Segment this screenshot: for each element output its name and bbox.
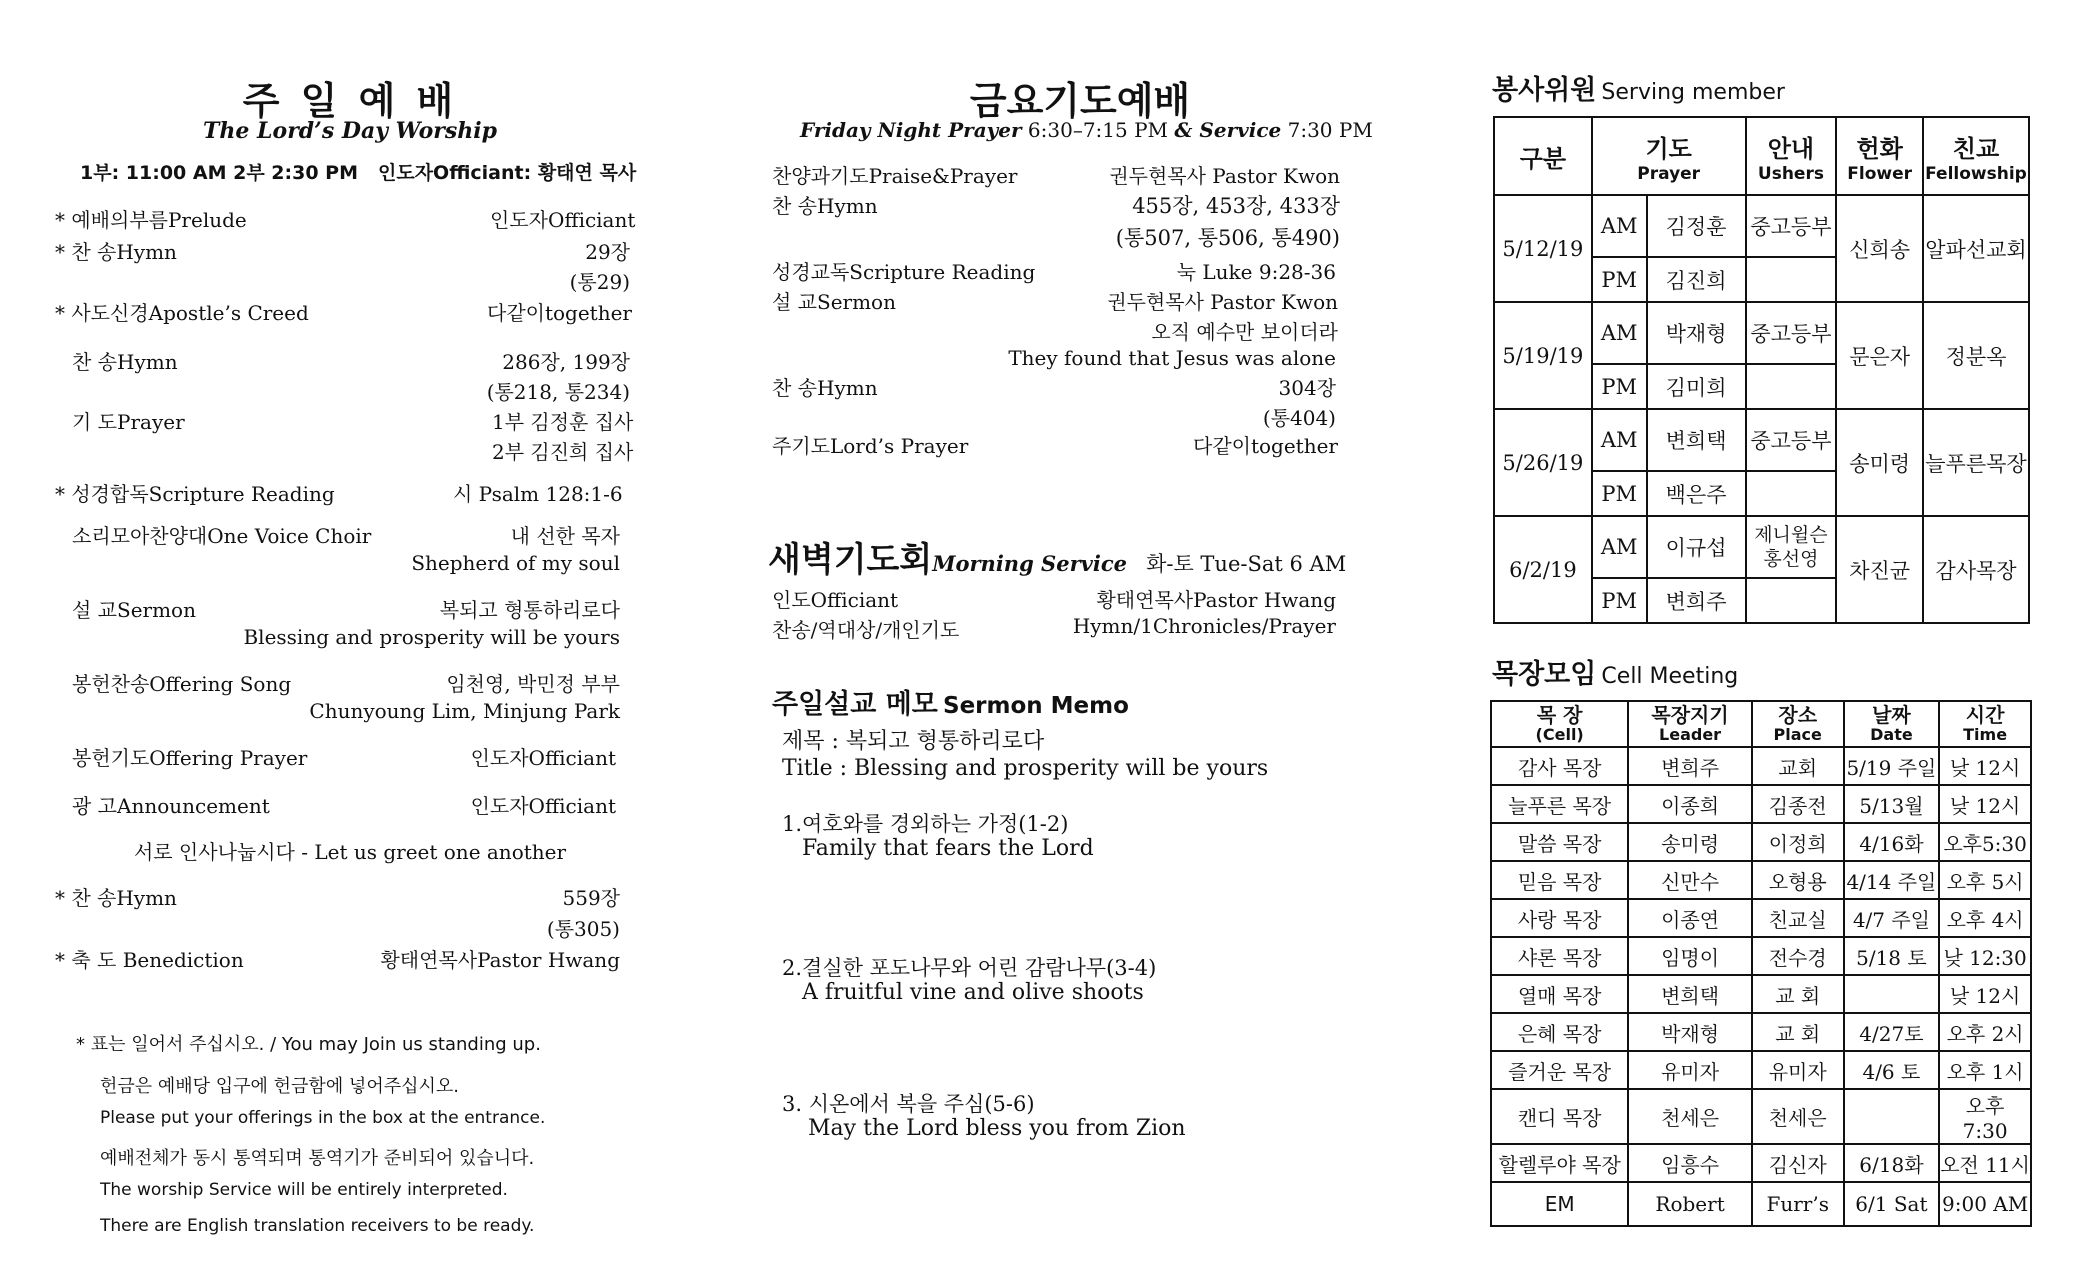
serving-prayer-pm: 김진희 — [1647, 257, 1746, 302]
serving-fellowship: 감사목장 — [1923, 516, 2029, 623]
order-item-hymn-3: * 찬 송Hymn — [55, 886, 177, 910]
cell-name: 사랑 목장 — [1491, 899, 1628, 937]
serving-date: 6/2/19 — [1494, 516, 1592, 623]
note-interpret-ko: 예배전체가 동시 통역되며 통역기가 준비되어 있습니다. — [100, 1148, 535, 1169]
cell-name: 즐거운 목장 — [1491, 1051, 1628, 1089]
cell-place: 교회 — [1752, 747, 1844, 785]
order-value-offering-prayer: 인도자Officiant — [470, 746, 616, 770]
cell-header-row — [1491, 701, 2031, 747]
cell-place: 교 회 — [1752, 975, 1844, 1013]
serving-usher-pm — [1746, 364, 1837, 409]
cell-time: 오후 2시 — [1939, 1013, 2031, 1051]
cell-place: 이정희 — [1752, 823, 1844, 861]
cell-time: 낮 12시 — [1939, 747, 2031, 785]
table-row — [1491, 861, 2031, 899]
friday-value2-hymn-1: (통507, 통506, 통490) — [1115, 226, 1340, 250]
serving-prayer-pm: 변희주 — [1647, 578, 1746, 623]
friday-item-praise: 찬양과기도Praise&Prayer — [772, 164, 1018, 188]
cell-name: 말씀 목장 — [1491, 823, 1628, 861]
cell-date: 5/18 토 — [1844, 937, 1940, 975]
cell-date — [1844, 975, 1940, 1013]
order-value-hymn-1: 29장 — [585, 240, 630, 264]
serving-header-category: 구분 — [1494, 117, 1592, 195]
serving-header-ushers: 안내 Ushers — [1746, 117, 1837, 195]
cell-date: 4/14 주일 — [1844, 861, 1940, 899]
friday-value-sermon: 권두현목사 Pastor Kwon — [1107, 290, 1338, 314]
cell-time: 낮 12:30 — [1939, 937, 2031, 975]
serving-pm-label: PM — [1592, 257, 1647, 302]
cell-title: 목장모임 Cell Meeting — [1492, 659, 1739, 690]
serving-table — [1493, 116, 2030, 624]
serving-row — [1494, 409, 2029, 471]
order-item-prelude: * 예배의부름Prelude — [55, 208, 247, 232]
cell-place: 친교실 — [1752, 899, 1844, 937]
serving-header-prayer: 기도 Prayer — [1592, 117, 1746, 195]
cell-leader: 이종연 — [1628, 899, 1752, 937]
memo-point-3-en: May the Lord bless you from Zion — [808, 1116, 1186, 1141]
serving-pm-label: PM — [1592, 578, 1647, 623]
cell-name: 열매 목장 — [1491, 975, 1628, 1013]
serving-usher-pm — [1746, 578, 1837, 623]
serving-am-label: AM — [1592, 409, 1647, 471]
order-value-hymn-3: 559장 — [562, 886, 620, 910]
cell-place: 김신자 — [1752, 1144, 1844, 1182]
dawn-label-officiant: 인도Officiant — [772, 588, 899, 612]
order-item-announcement: 광 고Announcement — [72, 794, 270, 818]
order-value2-offering-song: Chunyoung Lim, Minjung Park — [309, 699, 620, 723]
cell-header-time: 시간 Time — [1939, 701, 2031, 747]
cell-place: 천세은 — [1752, 1089, 1844, 1144]
cell-leader: 송미령 — [1628, 823, 1752, 861]
memo-point-2-en: A fruitful vine and olive shoots — [802, 980, 1144, 1005]
friday-value3-sermon: They found that Jesus was alone — [1008, 346, 1336, 370]
friday-value2-sermon: 오직 예수만 보이더라 — [1151, 320, 1338, 344]
order-value-offering-song: 임천영, 박민정 부부 — [446, 672, 620, 696]
serving-usher: 중고등부 — [1746, 302, 1837, 364]
order-value2-prayer: 2부 김진희 집사 — [492, 440, 634, 464]
sunday-title: 주 일 예 배 — [242, 79, 458, 123]
serving-title: 봉사위원 Serving member — [1492, 75, 1785, 106]
cell-name: 믿음 목장 — [1491, 861, 1628, 899]
cell-leader: 임흥수 — [1628, 1144, 1752, 1182]
order-value-creed: 다같이together — [487, 301, 632, 325]
cell-name: 늘푸른 목장 — [1491, 785, 1628, 823]
order-item-choir: 소리모아찬양대One Voice Choir — [72, 524, 372, 548]
cell-header-leader: 목장지기 Leader — [1628, 701, 1752, 747]
cell-place: 오형용 — [1752, 861, 1844, 899]
cell-header-place: 장소 Place — [1752, 701, 1844, 747]
serving-usher-pm — [1746, 257, 1837, 302]
order-value-sermon: 복되고 형통하리로다 — [439, 598, 620, 622]
order-item-hymn-1: * 찬 송Hymn — [55, 240, 177, 264]
cell-time: 오후 1시 — [1939, 1051, 2031, 1089]
cell-table — [1490, 700, 2032, 1227]
cell-leader: 이종희 — [1628, 785, 1752, 823]
cell-place: 전수경 — [1752, 937, 1844, 975]
serving-pm-label: PM — [1592, 364, 1647, 409]
serving-usher: 제니윌슨 홍선영 — [1746, 516, 1837, 578]
note-standing: * 표는 일어서 주십시오. / You may Join us standing up. — [76, 1034, 541, 1055]
cell-time: 오후 7:30 — [1939, 1089, 2031, 1144]
serving-prayer-pm: 김미희 — [1647, 364, 1746, 409]
cell-date: 6/18화 — [1844, 1144, 1940, 1182]
dawn-label-program: 찬송/역대상/개인기도 — [772, 618, 960, 642]
serving-usher: 중고등부 — [1746, 195, 1837, 257]
sunday-times: 1부: 11:00 AM 2부 2:30 PM — [80, 162, 359, 184]
order-value2-hymn-1: (통29) — [569, 270, 630, 294]
serving-flower: 신희송 — [1836, 195, 1923, 302]
cell-date: 4/6 토 — [1844, 1051, 1940, 1089]
cell-leader: 천세은 — [1628, 1089, 1752, 1144]
serving-flower: 문은자 — [1836, 302, 1923, 409]
note-offering-en: Please put your offerings in the box at the entrance. — [100, 1108, 546, 1128]
order-value2-sermon: Blessing and prosperity will be yours — [243, 625, 620, 649]
memo-topic-ko: 제목 : 복되고 형통하리로다 — [782, 729, 1045, 754]
cell-leader: 신만수 — [1628, 861, 1752, 899]
dawn-header: 새벽기도회Morning Service 화-토 Tue-Sat 6 AM — [768, 540, 1347, 580]
order-value-scripture: 시 Psalm 128:1-6 — [453, 482, 623, 506]
note-interpret-en: The worship Service will be entirely interpreted. — [100, 1180, 508, 1200]
cell-date: 6/1 Sat — [1844, 1182, 1940, 1226]
friday-value-hymn-2: 304장 — [1278, 376, 1336, 400]
cell-date — [1844, 1089, 1940, 1144]
serving-row — [1494, 195, 2029, 257]
cell-date: 4/7 주일 — [1844, 899, 1940, 937]
order-value-announcement: 인도자Officiant — [470, 794, 616, 818]
note-offering-ko: 헌금은 예배당 입구에 헌금함에 넣어주십시오. — [100, 1076, 459, 1097]
serving-date: 5/26/19 — [1494, 409, 1592, 516]
table-row — [1491, 785, 2031, 823]
cell-date: 4/16화 — [1844, 823, 1940, 861]
order-value2-choir: Shepherd of my soul — [411, 551, 620, 575]
serving-date: 5/19/19 — [1494, 302, 1592, 409]
cell-name: 할렐루야 목장 — [1491, 1144, 1628, 1182]
cell-name: 은혜 목장 — [1491, 1013, 1628, 1051]
order-item-scripture: * 성경합독Scripture Reading — [55, 482, 335, 506]
serving-prayer-am: 이규섭 — [1647, 516, 1746, 578]
cell-name: 캔디 목장 — [1491, 1089, 1628, 1144]
table-row — [1491, 1013, 2031, 1051]
friday-item-lords-prayer: 주기도Lord’s Prayer — [772, 434, 969, 458]
friday-item-hymn-2: 찬 송Hymn — [772, 376, 878, 400]
order-value2-hymn-3: (통305) — [546, 917, 620, 941]
cell-time: 오후5:30 — [1939, 823, 2031, 861]
sunday-officiant: 인도자Officiant: 황태연 목사 — [378, 162, 637, 184]
cell-name: EM — [1491, 1182, 1628, 1226]
order-value-prelude: 인도자Officiant — [490, 208, 636, 232]
order-value-choir: 내 선한 목자 — [510, 524, 620, 548]
friday-value-scripture: 눅 Luke 9:28-36 — [1176, 260, 1336, 284]
table-row — [1491, 975, 2031, 1013]
order-value-prayer: 1부 김정훈 집사 — [492, 410, 634, 434]
memo-point-1-en: Family that fears the Lord — [802, 836, 1094, 861]
cell-name: 샤론 목장 — [1491, 937, 1628, 975]
cell-leader: Robert — [1628, 1182, 1752, 1226]
table-row — [1491, 1051, 2031, 1089]
table-row — [1491, 899, 2031, 937]
greeting-line: 서로 인사나눕시다 - Let us greet one another — [133, 840, 567, 864]
cell-name: 감사 목장 — [1491, 747, 1628, 785]
cell-place: 유미자 — [1752, 1051, 1844, 1089]
friday-value-lords-prayer: 다같이together — [1193, 434, 1338, 458]
memo-topic-en: Title : Blessing and prosperity will be yours — [782, 756, 1269, 781]
serving-fellowship: 정분옥 — [1923, 302, 2029, 409]
cell-header-cell: 목 장 (Cell) — [1491, 701, 1628, 747]
cell-time: 오후 4시 — [1939, 899, 2031, 937]
friday-value2-hymn-2: (통404) — [1262, 406, 1336, 430]
cell-place: 김종전 — [1752, 785, 1844, 823]
serving-flower: 송미령 — [1836, 409, 1923, 516]
note-receivers: There are English translation receivers to be ready. — [100, 1216, 535, 1236]
order-value2-hymn-2: (통218, 통234) — [486, 380, 630, 404]
dawn-value-program: Hymn/1Chronicles/Prayer — [1072, 614, 1336, 638]
order-item-offering-song: 봉헌찬송Offering Song — [72, 672, 292, 696]
table-row — [1491, 823, 2031, 861]
cell-time: 낮 12시 — [1939, 975, 2031, 1013]
cell-leader: 변희주 — [1628, 747, 1752, 785]
serving-header-flower: 헌화 Flower — [1836, 117, 1923, 195]
serving-usher: 중고등부 — [1746, 409, 1837, 471]
order-item-creed: * 사도신경Apostle’s Creed — [55, 301, 309, 325]
cell-time: 낮 12시 — [1939, 785, 2031, 823]
serving-fellowship: 늘푸른목장 — [1923, 409, 2029, 516]
friday-title: 금요기도예배 — [969, 79, 1191, 123]
cell-leader: 임명이 — [1628, 937, 1752, 975]
cell-time: 오전 11시 — [1939, 1144, 2031, 1182]
friday-item-hymn-1: 찬 송Hymn — [772, 194, 878, 218]
table-row — [1491, 1182, 2031, 1226]
order-value-benediction: 황태연목사Pastor Hwang — [380, 948, 620, 972]
dawn-value-officiant: 황태연목사Pastor Hwang — [1096, 588, 1336, 612]
friday-item-sermon: 설 교Sermon — [772, 290, 896, 314]
serving-row — [1494, 302, 2029, 364]
cell-header-date: 날짜 Date — [1844, 701, 1940, 747]
cell-leader: 변희택 — [1628, 975, 1752, 1013]
serving-am-label: AM — [1592, 195, 1647, 257]
table-row — [1491, 1089, 2031, 1144]
serving-prayer-am: 박재형 — [1647, 302, 1746, 364]
cell-place: Furr’s — [1752, 1182, 1844, 1226]
order-item-prayer: 기 도Prayer — [72, 410, 185, 434]
cell-date: 4/27토 — [1844, 1013, 1940, 1051]
friday-item-scripture: 성경교독Scripture Reading — [772, 260, 1036, 284]
serving-am-label: AM — [1592, 302, 1647, 364]
order-item-sermon: 설 교Sermon — [72, 598, 196, 622]
cell-table-body — [1491, 747, 2031, 1226]
order-value-hymn-2: 286장, 199장 — [502, 350, 630, 374]
order-item-benediction: * 축 도 Benediction — [55, 948, 244, 972]
memo-point-3-ko: 3. 시온에서 복을 주심(5-6) — [782, 1092, 1035, 1116]
memo-point-1-ko: 1.여호와를 경외하는 가정(1-2) — [782, 812, 1069, 836]
friday-subtitle: Friday Night Prayer 6:30–7:15 PM & Service 7:30 PM — [800, 118, 1373, 142]
serving-header-row — [1494, 117, 2029, 195]
serving-flower: 차진균 — [1836, 516, 1923, 623]
serving-header-fellowship: 친교 Fellowship — [1923, 117, 2029, 195]
memo-point-2-ko: 2.결실한 포도나무와 어린 감람나무(3-4) — [782, 956, 1157, 980]
cell-time: 오후 5시 — [1939, 861, 2031, 899]
cell-leader: 유미자 — [1628, 1051, 1752, 1089]
friday-value-hymn-1: 455장, 453장, 433장 — [1132, 194, 1340, 218]
serving-fellowship: 알파선교회 — [1923, 195, 2029, 302]
table-row — [1491, 1144, 2031, 1182]
serving-pm-label: PM — [1592, 471, 1647, 516]
cell-date: 5/19 주일 — [1844, 747, 1940, 785]
serving-row — [1494, 516, 2029, 578]
serving-prayer-am: 변희택 — [1647, 409, 1746, 471]
serving-prayer-am: 김정훈 — [1647, 195, 1746, 257]
serving-am-label: AM — [1592, 516, 1647, 578]
cell-leader: 박재형 — [1628, 1013, 1752, 1051]
serving-usher-pm — [1746, 471, 1837, 516]
sunday-subtitle: The Lord’s Day Worship — [203, 118, 497, 144]
friday-value-praise: 권두현목사 Pastor Kwon — [1109, 164, 1340, 188]
table-row — [1491, 747, 2031, 785]
memo-title: 주일설교 메모 Sermon Memo — [772, 689, 1129, 720]
cell-time: 9:00 AM — [1939, 1182, 2031, 1226]
serving-date: 5/12/19 — [1494, 195, 1592, 302]
order-item-hymn-2: 찬 송Hymn — [72, 350, 178, 374]
order-item-offering-prayer: 봉헌기도Offering Prayer — [72, 746, 308, 770]
table-row — [1491, 937, 2031, 975]
cell-date: 5/13월 — [1844, 785, 1940, 823]
cell-place: 교 회 — [1752, 1013, 1844, 1051]
serving-prayer-pm: 백은주 — [1647, 471, 1746, 516]
